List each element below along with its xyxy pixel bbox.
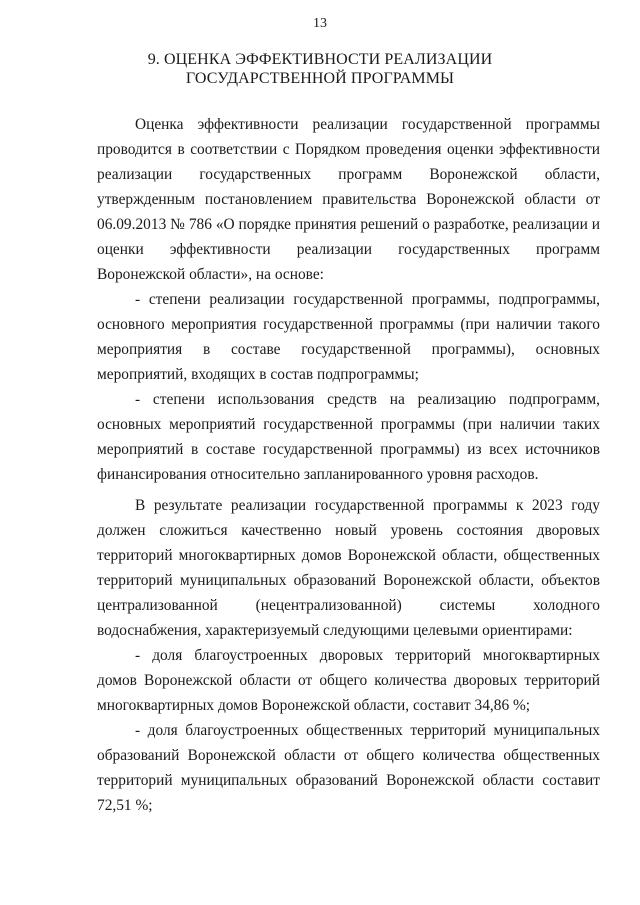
document-body [97,112,600,818]
paragraph-expected-results: В результате реализации государственной программы к 2023 году должен сложиться качественно новый уровень состояния дворовых территорий многоквартирных домов Воронежской области, общественных территорий муниципальных образований Воронежской области, объектов централизованной (нецентрализованной) системы холодного водоснабжения, характеризуемый следующими целевыми ориентирами: [97,497,600,639]
paragraph-bullet-public-areas-share: - доля благоустроенных общественных территорий муниципальных образований Воронежской области от общего количества общественных территорий муниципальных образований Воронежской области составит 72,51 %; [97,722,600,814]
paragraph-evaluation-basis: Оценка эффективности реализации государственной программы проводится в соответствии с Порядком проведения оценки эффективности реализации государственных программ Воронежской области, утвержденным постановлением правительства Воронежской области от 06.09.2013 № 786 «О порядке принятия решений о разработке, реализации и оценки эффективности реализации государственных программ Воронежской области», на основе: [97,116,600,283]
paragraph-bullet-funds-usage: - степени использования средств на реализацию подпрограмм, основных мероприятий государственной программы (при наличии таких мероприятий в составе государственной программы) из всех источников финансирования относительно запланированного уровня расходов. [97,391,600,483]
section-title-line-1: 9. ОЦЕНКА ЭФФЕКТИВНОСТИ РЕАЛИЗАЦИИ [147,51,493,68]
paragraph-bullet-courtyards-share: - доля благоустроенных дворовых территорий многоквартирных домов Воронежской области от общего количества дворовых территорий многоквартирных домов Воронежской области, составит 34,86 %; [97,647,600,714]
paragraph-bullet-implementation-degree: - степени реализации государственной программы, подпрограммы, основного мероприятия государственной программы (при наличии такого мероприятия в составе государственной программы), основных мероприятий, входящих в состав подпрограммы; [97,291,600,383]
page-number: 13 [313,16,327,31]
section-title-line-2: ГОСУДАРСТВЕННОЙ ПРОГРАММЫ [185,70,455,87]
section-title [0,50,640,88]
